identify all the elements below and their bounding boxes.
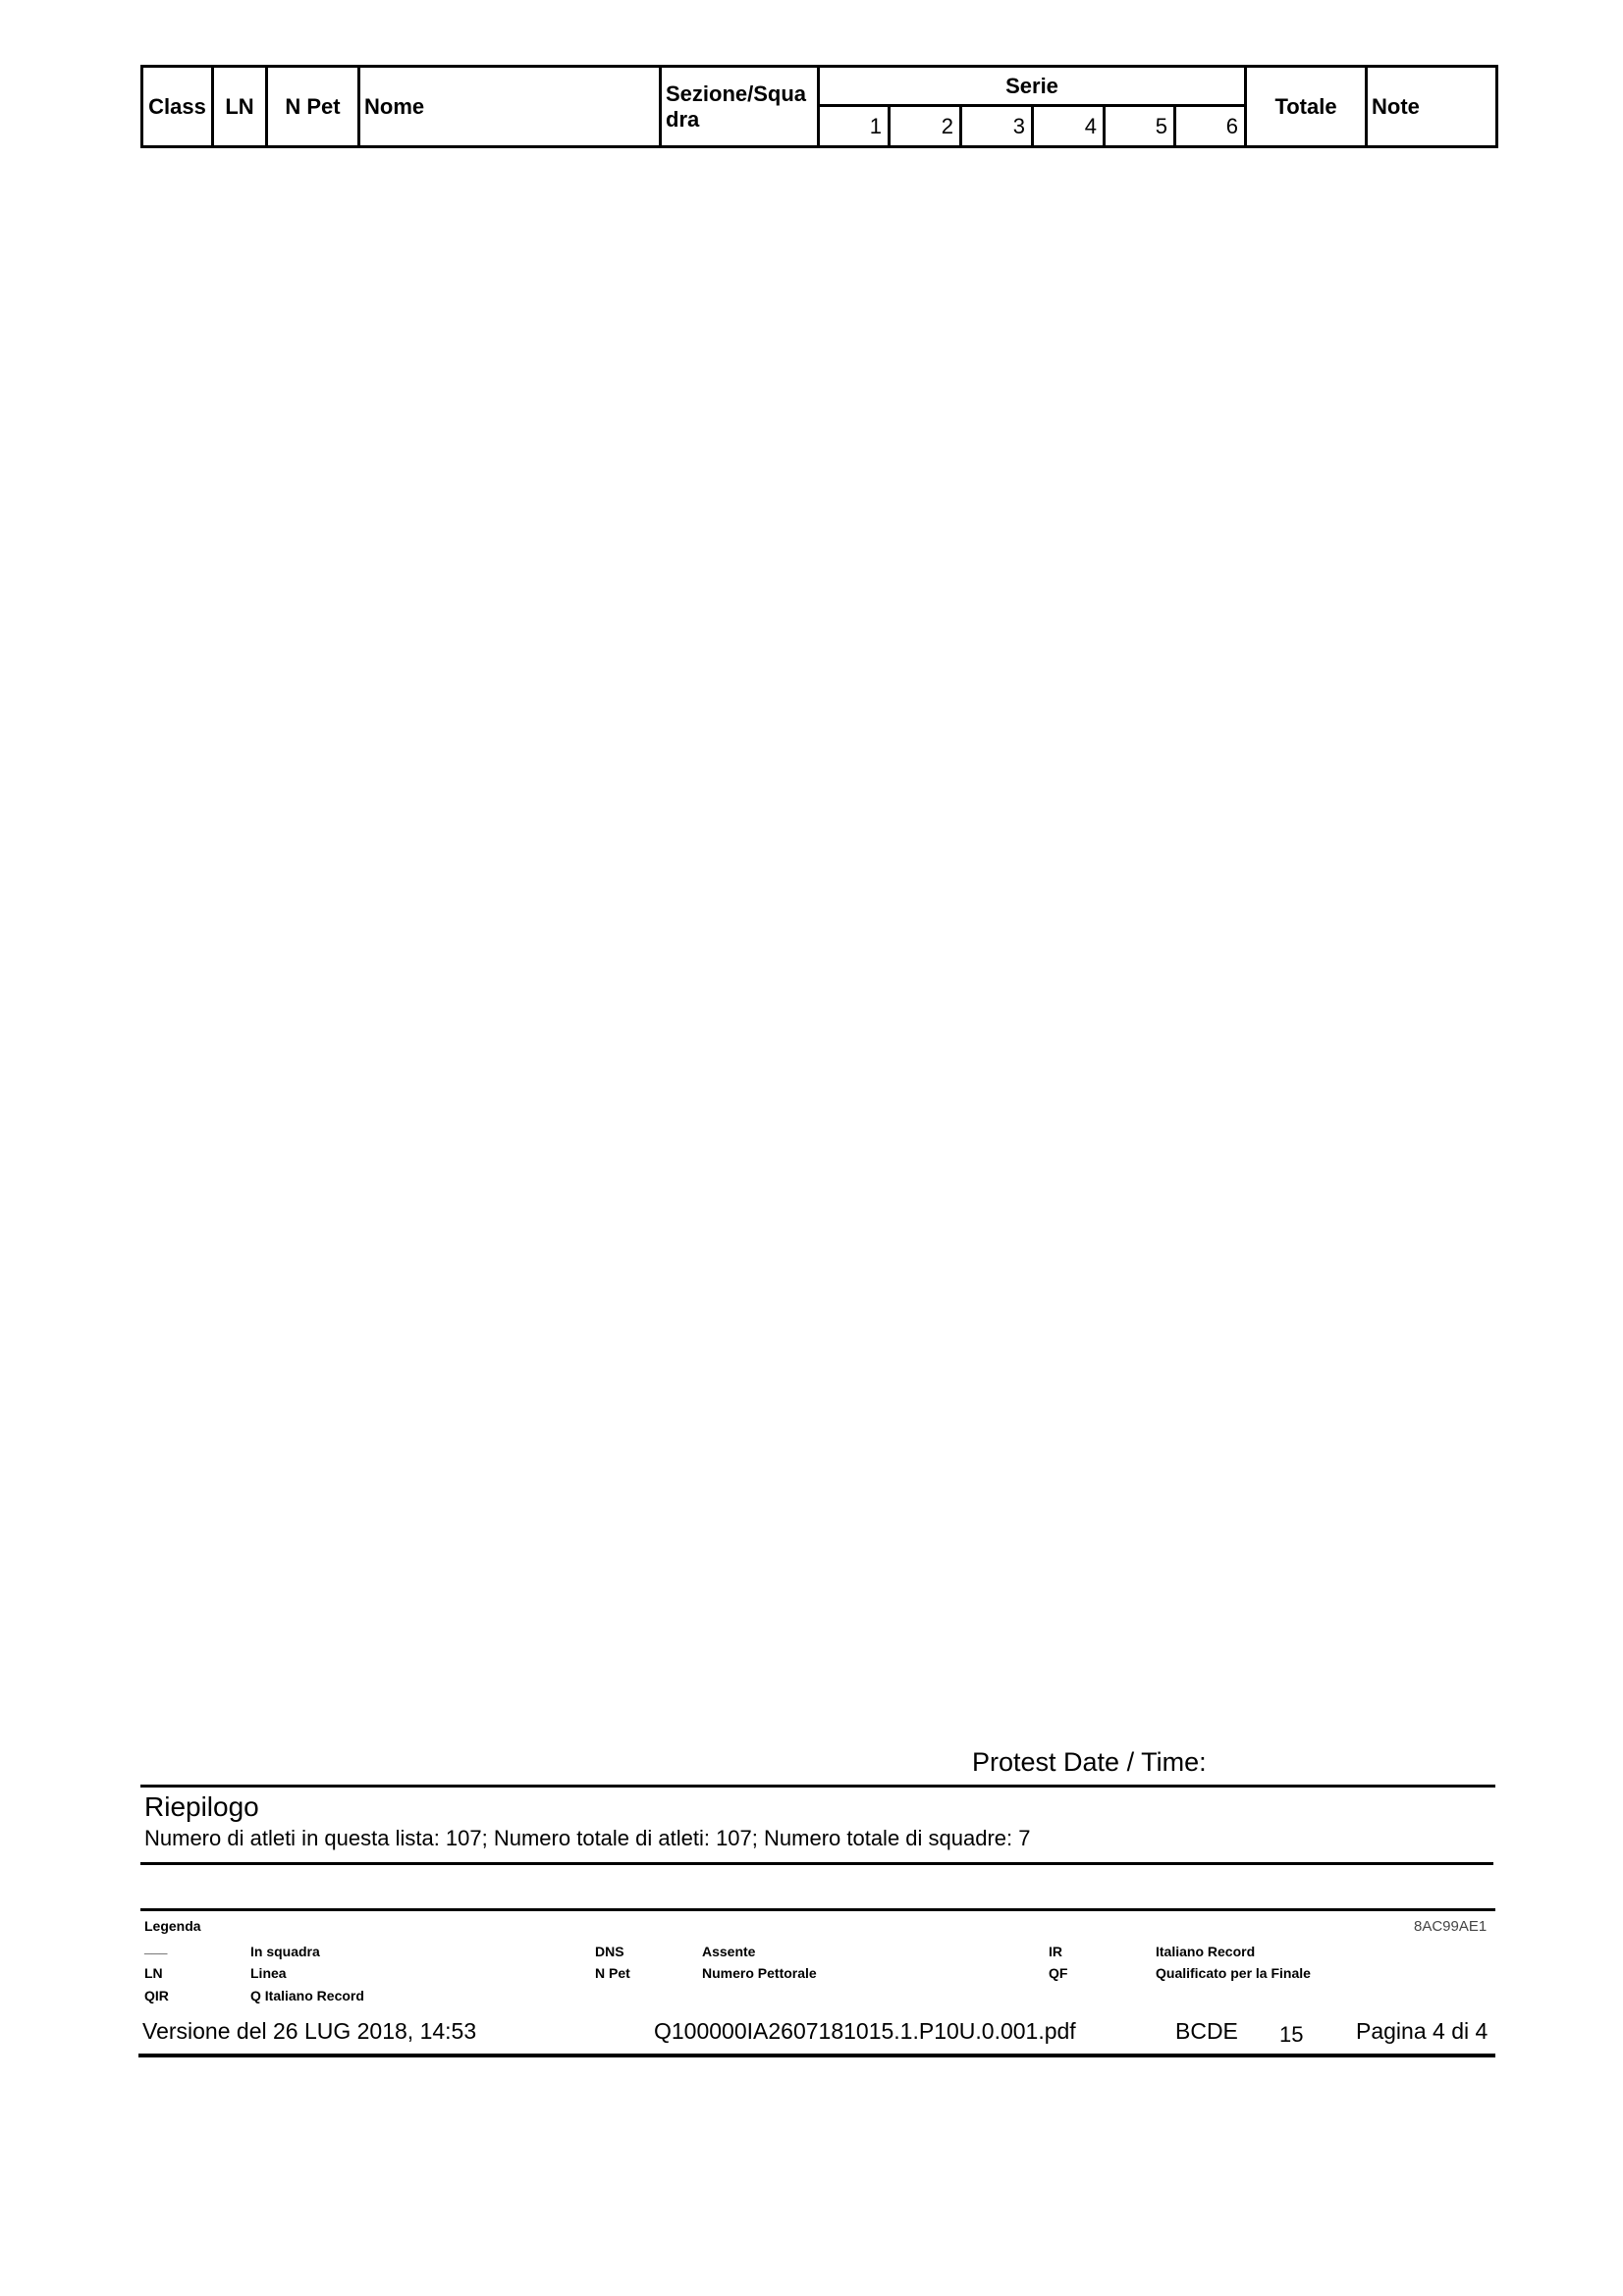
legend-key: ___ bbox=[144, 1940, 168, 1955]
serie-number: 4 bbox=[1033, 106, 1105, 147]
version-text: Versione del 26 LUG 2018, 14:53 bbox=[142, 2018, 477, 2044]
col-totale: Totale bbox=[1246, 67, 1367, 147]
legend-value: Italiano Record bbox=[1156, 1944, 1256, 1959]
serie-number: 3 bbox=[961, 106, 1033, 147]
legend-value: In squadra bbox=[250, 1944, 320, 1959]
legend-value: Q Italiano Record bbox=[250, 1988, 364, 2003]
serie-number: 1 bbox=[819, 106, 890, 147]
col-class: Class bbox=[142, 67, 213, 147]
summary-title: Riepilogo bbox=[144, 1791, 259, 1822]
col-nome: Nome bbox=[359, 67, 661, 147]
divider bbox=[140, 1785, 1495, 1788]
legend-key: QIR bbox=[144, 1988, 169, 2003]
serie-number: 2 bbox=[890, 106, 961, 147]
legend-key: N Pet bbox=[595, 1965, 630, 1981]
divider bbox=[140, 1908, 1495, 1911]
results-table-header bbox=[140, 65, 1498, 148]
col-serie: Serie bbox=[819, 67, 1246, 106]
legend-key: QF bbox=[1049, 1965, 1068, 1981]
document-code: 8AC99AE1 bbox=[1414, 1918, 1488, 1935]
legend-key: IR bbox=[1049, 1944, 1062, 1959]
footer-number: 15 bbox=[1279, 2022, 1304, 2047]
col-npet: N Pet bbox=[267, 67, 359, 147]
footer-code: BCDE bbox=[1175, 2018, 1238, 2044]
legend-value: Assente bbox=[702, 1944, 756, 1959]
col-ln: LN bbox=[213, 67, 267, 147]
divider bbox=[138, 2054, 1495, 2057]
page-number: Pagina 4 di 4 bbox=[1356, 2018, 1488, 2044]
col-note: Note bbox=[1367, 67, 1497, 147]
protest-date-time-label: Protest Date / Time: bbox=[972, 1747, 1207, 1777]
serie-number: 5 bbox=[1105, 106, 1175, 147]
legend-key: LN bbox=[144, 1965, 163, 1981]
legend-title: Legenda bbox=[144, 1918, 201, 1934]
legend-value: Qualificato per la Finale bbox=[1156, 1965, 1311, 1981]
legend-value: Numero Pettorale bbox=[702, 1965, 817, 1981]
col-sezione: Sezione/Squa dra bbox=[661, 67, 819, 147]
summary-text: Numero di atleti in questa lista: 107; Numero totale di atleti: 107; Numero totale di squadre: 7 bbox=[144, 1826, 1031, 1850]
file-name: Q100000IA2607181015.1.P10U.0.001.pdf bbox=[654, 2018, 1076, 2044]
serie-number: 6 bbox=[1175, 106, 1246, 147]
legend-value: Linea bbox=[250, 1965, 287, 1981]
legend-key: DNS bbox=[595, 1944, 624, 1959]
divider bbox=[140, 1862, 1493, 1865]
